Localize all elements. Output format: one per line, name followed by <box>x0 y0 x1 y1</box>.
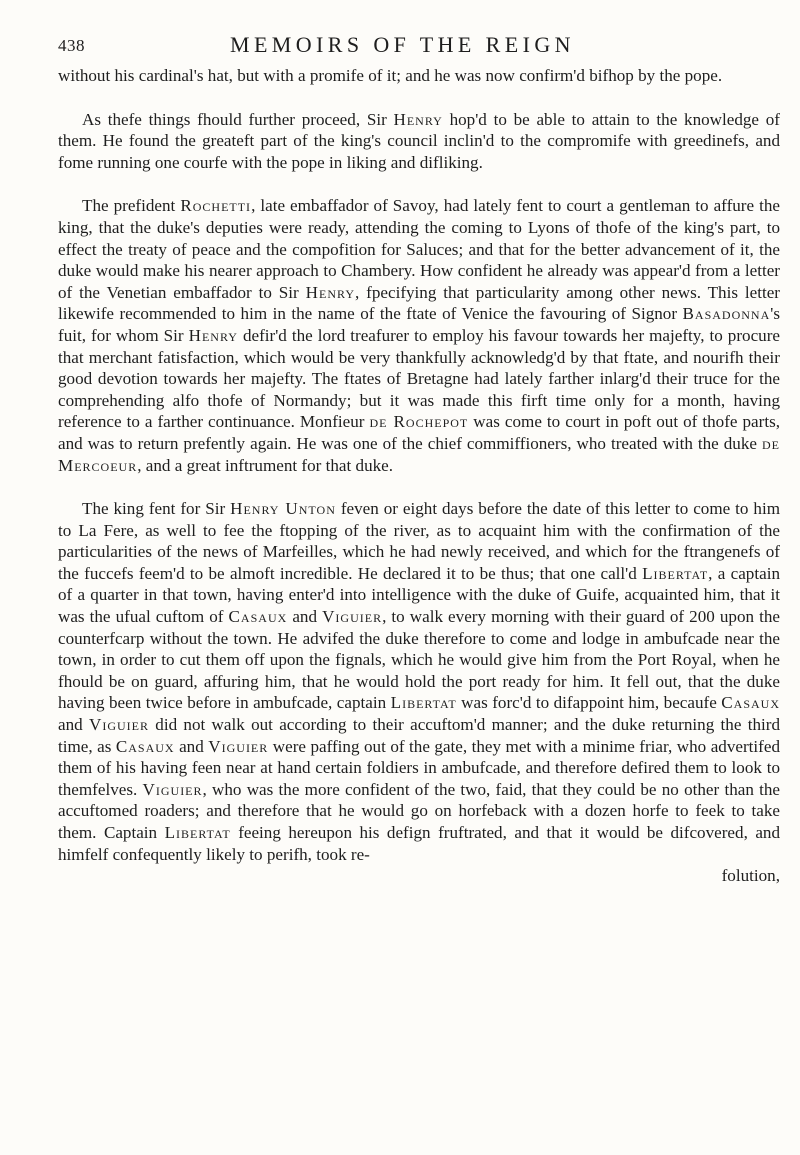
proper-name: Viguier <box>88 715 149 735</box>
text-run: without his cardinal's hat, but with a promife of it; and he was now confirm'd bifhop by the pope. <box>58 66 723 85</box>
proper-name: Henry <box>188 325 238 345</box>
proper-name: Henry <box>305 282 355 302</box>
text-run: , late embaffador of Savoy, had lately fent to court a gentleman to affure the king, that the duke's deputies were ready, attending the coming to Lyons of thofe of the king's part, to effect the treaty of peace and the compofition for Saluces; and that for the better advancement of it, the duke would make his nearer approach to Chambery. How confident he already was appear'd from a letter of the Venetian embaffador to Sir <box>58 196 780 302</box>
text-run: , fpecifying that particularity among other news. This letter likewife recommended to him in the name of the ftate of Venice the favouring of Signor <box>58 282 780 324</box>
text-run: , to walk every morning with their guard of 200 upon the counterfcarp without the town. He advifed the duke therefore to come and lodge in ambufcade near the town, in order to cut them off upon the fignals, which he would give him from the Port Royal, when he fhould be on guard, affuring him, that he would hold the port ready for him. It fell out, that the duke having been twice before in ambufcade, captain <box>58 607 780 713</box>
proper-name: Casaux <box>115 736 175 756</box>
text-run: defir'd the lord treafurer to employ his favour towards her majefty, to procure that merchant fatisfaction, which would be very thankfully acknowledg'd by that ftate, and nourifh their good devotion towards her majefty. The ftates of Bretagne had lately farther inlarg'd their truce for the comprehending alfo thofe of Normandy; but it was made this firft time only for a month, having reference to a farther continuance. Monfieur <box>58 325 780 432</box>
paragraph <box>58 498 780 865</box>
page-number: 438 <box>58 36 85 55</box>
proper-name: de Rochepot <box>369 412 469 432</box>
text-run: and <box>58 715 89 735</box>
text-run: was come to court in poft out of thofe parts, and was to return prefently again. He was one of the chief commiffioners, who treated with the duke <box>58 412 781 453</box>
catchword: folution, <box>721 866 780 886</box>
text-run: feeing hereupon his defign fruftrated, and that it would be difcovered, and himfelf confequently likely to perifh, took re- <box>58 823 781 864</box>
paragraph <box>58 195 780 476</box>
text-run: The prefident <box>82 196 181 216</box>
paragraph <box>58 109 780 174</box>
proper-name: de Mercoeur <box>58 433 780 475</box>
proper-name: Libertat <box>642 563 709 583</box>
proper-name: Casaux <box>721 693 781 713</box>
text-run: The king fent for Sir <box>82 499 231 519</box>
proper-name: Viguier <box>208 736 269 756</box>
text-run: hop'd to be able to attain to the knowledge of them. He found the greateft part of the king's council inclin'd to the compromife with greedinefs, and fome running one courfe with the pope in liking and difliking. <box>58 109 780 172</box>
proper-name: Henry Unton <box>230 499 336 519</box>
body-text <box>58 65 780 887</box>
paragraph <box>58 65 780 87</box>
text-run: feven or eight days before the date of this letter to come to him to La Fere, as well to fee the ftopping of the river, as to acquaint him with the confirmation of the particularities of the news of Marfeilles, which he had newly received, and which for the ftrangenefs of the fuccefs feem'd to be almoft incredible. He declared it to be thus; that one call'd <box>58 499 780 583</box>
text-run: , a captain of a quarter in that town, having enter'd into intelligence with the duke of Guife, acquainted him, that it was the ufual cuftom of <box>58 563 780 627</box>
text-run: was forc'd to difappoint him, becaufe <box>456 693 722 713</box>
proper-name: Viguier <box>322 607 383 627</box>
text-run: 's fuit, for whom Sir <box>58 304 780 345</box>
text-run: and <box>174 736 209 756</box>
proper-name: Rochetti <box>180 196 252 216</box>
proper-name: Viguier <box>142 779 203 799</box>
text-run: and <box>287 607 323 627</box>
proper-name: Basadonna <box>682 304 771 324</box>
text-run: , and a great inftrument for that duke. <box>137 455 394 475</box>
text-run: , who was the more confident of the two, faid, that they could be no other than the accuftomed roaders; and therefore that he would go on horfeback with a dozen horfe to feek to take them. Captain <box>58 779 781 842</box>
proper-name: Libertat <box>390 693 457 713</box>
text-run: did not walk out according to their accuftom'd manner; and the duke returning the third time, as <box>58 715 780 756</box>
proper-name: Casaux <box>228 607 288 627</box>
text-run: As thefe things fhould further proceed, Sir <box>82 109 394 129</box>
running-head: MEMOIRS OF THE REIGN <box>230 32 575 57</box>
page-header <box>58 26 778 60</box>
proper-name: Libertat <box>164 823 231 842</box>
text-run: were paffing out of the gate, they met with a minime friar, who advertifed them of his having feen near at hand certain foldiers in ambufcade, and therefore defired them to look to themfelves. <box>58 736 780 799</box>
proper-name: Henry <box>393 109 443 129</box>
